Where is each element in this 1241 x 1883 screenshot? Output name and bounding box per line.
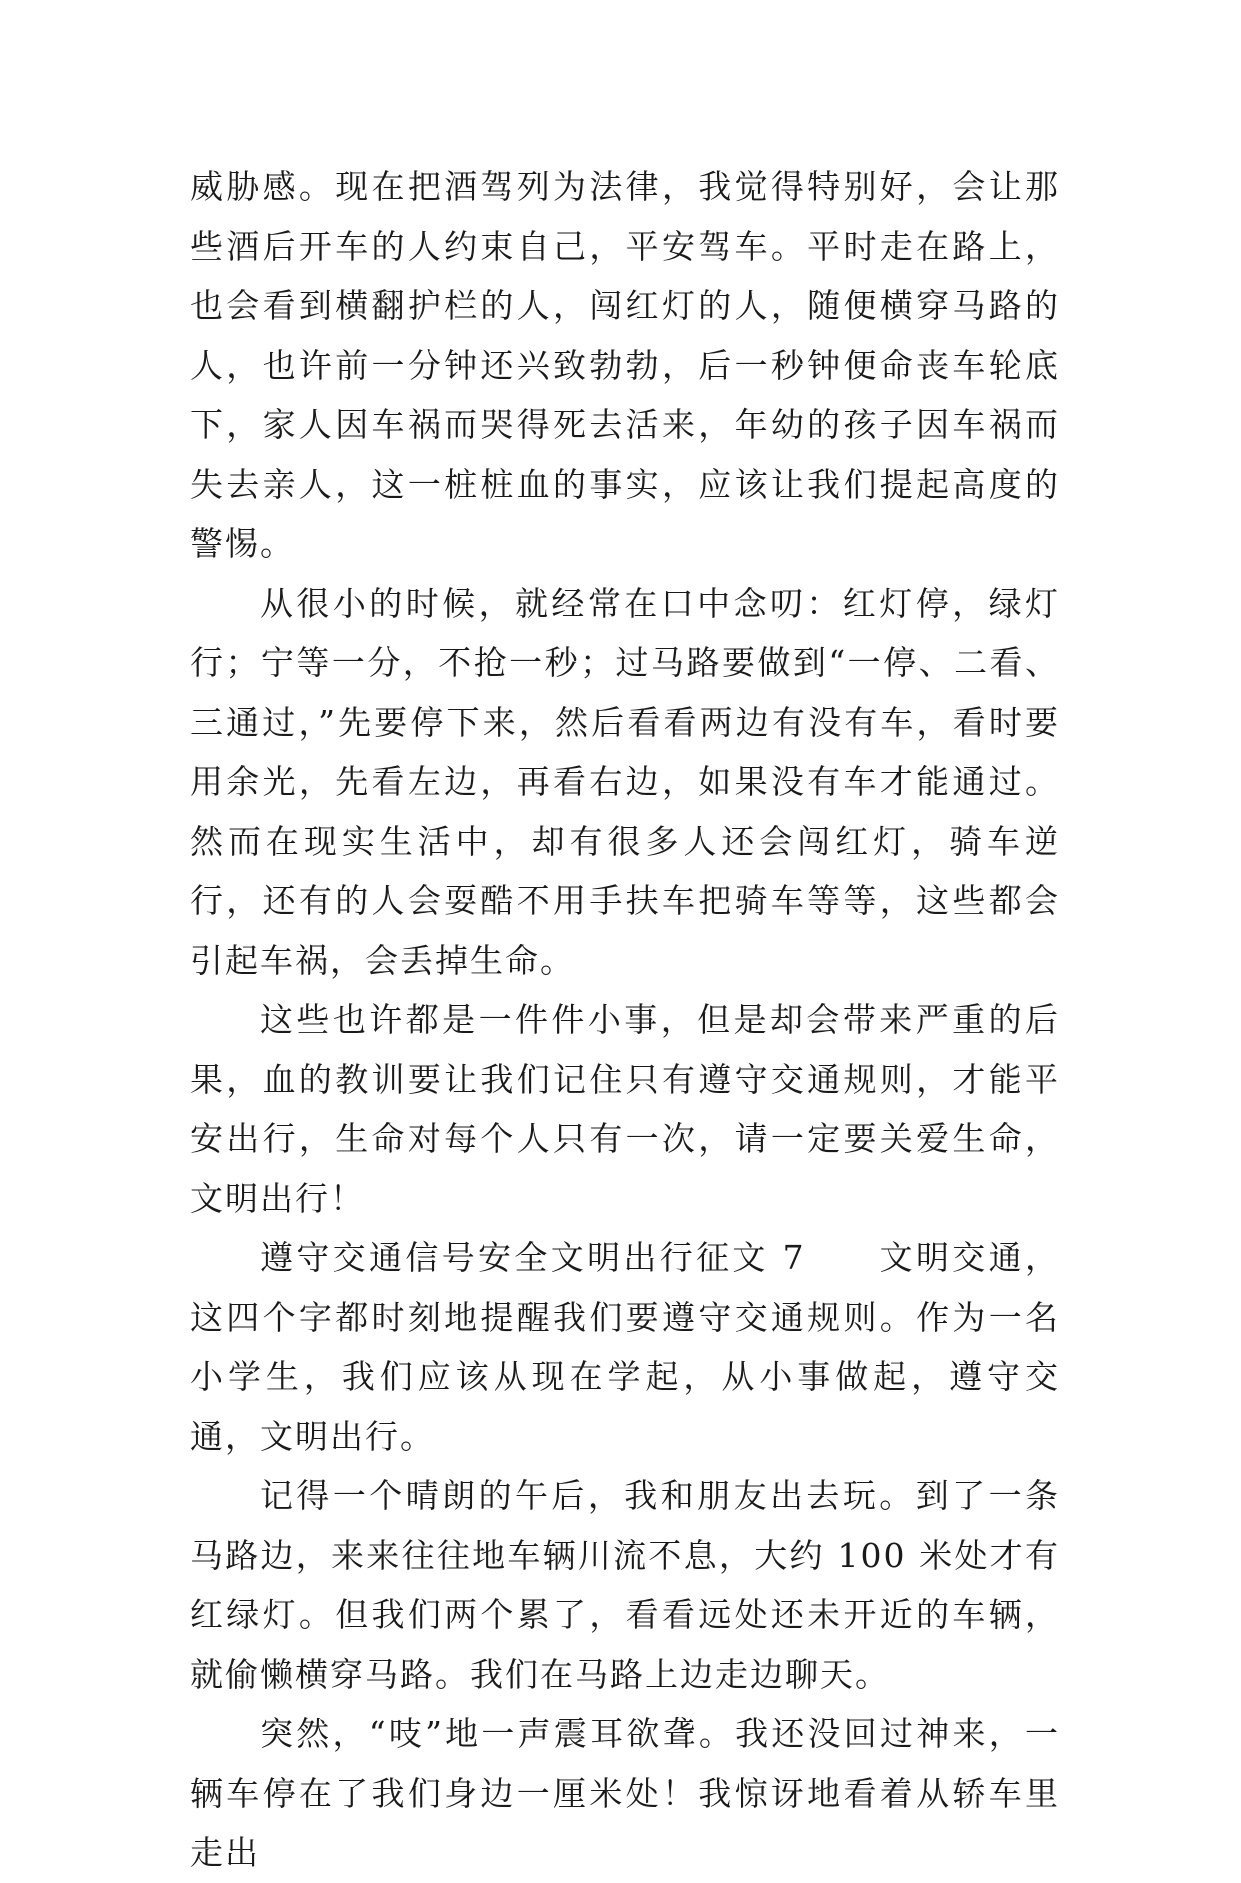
paragraph: 突然，“吱”地一声震耳欲聋。我还没回过神来，一辆车停在了我们身边一厘米处！我惊讶地看着从轿车里走出 — [190, 1714, 1060, 1872]
document-body — [190, 157, 1060, 1883]
paragraph: 遵守交通信号安全文明出行征文 7 文明交通，这四个字都时刻地提醒我们要遵守交通规则。作为一名小学生，我们应该从现在学起，从小事做起，遵守交通，文明出行。 — [190, 1238, 1060, 1456]
paragraph: 威胁感。现在把酒驾列为法律，我觉得特别好，会让那些酒后开车的人约束自己，平安驾车。平时走在路上，也会看到横翻护栏的人，闯红灯的人，随便横穿马路的人，也许前一分钟还兴致勃勃，后一秒钟便命丧车轮底下，家人因车祸而哭得死去活来，年幼的孩子因车祸而失去亲人，这一桩桩血的事实，应该让我们提起高度的警惕。 — [190, 167, 1060, 563]
paragraph: 从很小的时候，就经常在口中念叨：红灯停，绿灯行；宁等一分，不抢一秒；过马路要做到“一停、二看、三通过，”先要停下来，然后看看两边有没有车，看时要用余光，先看左边，再看右边，如果没有车才能通过。然而在现实生活中，却有很多人还会闯红灯，骑车逆行，还有的人会耍酷不用手扶车把骑车等等，这些都会引起车祸，会丢掉生命。 — [190, 583, 1060, 980]
paragraph: 记得一个晴朗的午后，我和朋友出去玩。到了一条马路边，来来往往地车辆川流不息，大约 100 米处才有红绿灯。但我们两个累了，看看远处还未开近的车辆，就偷懒横穿马路。我们在马路上边走边聊天。 — [190, 1476, 1060, 1694]
paragraph: 这些也许都是一件件小事，但是却会带来严重的后果，血的教训要让我们记住只有遵守交通规则，才能平安出行，生命对每个人只有一次，请一定要关爱生命，文明出行！ — [190, 1000, 1060, 1218]
